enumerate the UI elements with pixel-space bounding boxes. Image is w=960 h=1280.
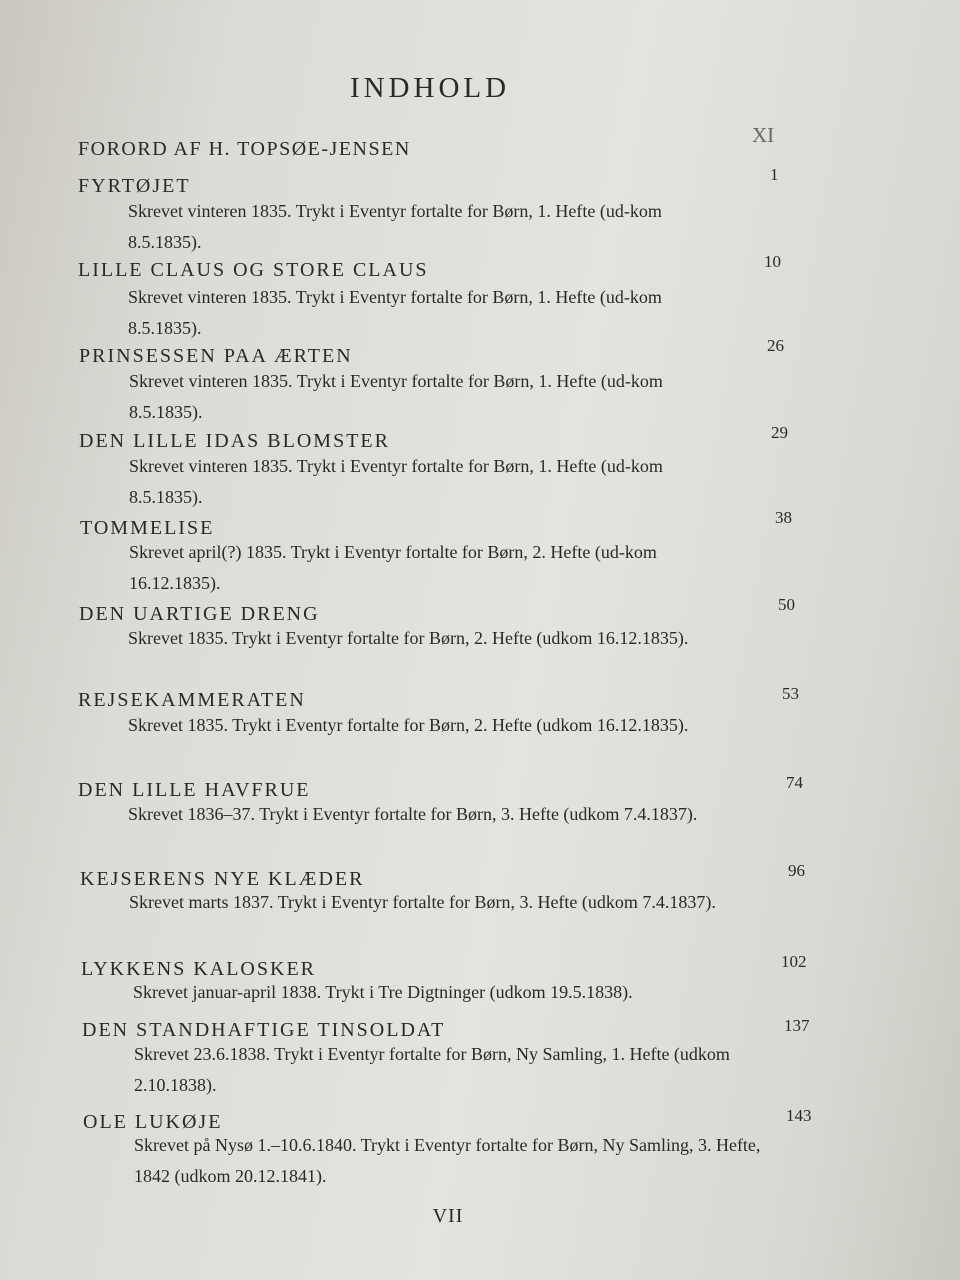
entry-page-number: 74	[786, 773, 803, 792]
entry-title: DEN STANDHAFTIGE TINSOLDAT	[82, 1019, 446, 1041]
entry-page-number: 102	[781, 952, 807, 971]
entry-description: Skrevet på Nysø 1.–10.6.1840. Trykt i Eventyr fortalte for Børn, Ny Samling, 3. Hefte, 1842 (udkom 20.12.1841).	[134, 1135, 761, 1186]
entry-title: TOMMELISE	[80, 517, 215, 539]
entry-title: DEN LILLE HAVFRUE	[78, 779, 311, 801]
page-footer-number: VII	[432, 1205, 464, 1227]
entry-page-number: 53	[782, 684, 799, 703]
entry-page-number: 26	[767, 336, 784, 355]
entry-page-number: 38	[775, 508, 792, 527]
page-heading: INDHOLD	[349, 72, 511, 104]
entry-title: PRINSESSEN PAA ÆRTEN	[79, 345, 353, 367]
entry-description: Skrevet 1835. Trykt i Eventyr fortalte for Børn, 2. Hefte (udkom 16.12.1835).	[128, 715, 689, 735]
entry-description: Skrevet april(?) 1835. Trykt i Eventyr fortalte for Børn, 2. Hefte (ud-kom 16.12.1835).	[129, 542, 657, 593]
entry-page-number: 29	[771, 423, 788, 442]
foreword-page-number: XI	[752, 123, 775, 147]
entry-description: Skrevet vinteren 1835. Trykt i Eventyr fortalte for Børn, 1. Hefte (ud-kom 8.5.1835).	[128, 287, 662, 338]
entry-title: FYRTØJET	[78, 175, 191, 197]
entry-page-number: 1	[770, 165, 779, 184]
entry-page-number: 143	[786, 1106, 812, 1125]
entry-description: Skrevet 23.6.1838. Trykt i Eventyr fortalte for Børn, Ny Samling, 1. Hefte (udkom 2.10.1838).	[134, 1044, 730, 1095]
entry-description: Skrevet 1836–37. Trykt i Eventyr fortalte for Børn, 3. Hefte (udkom 7.4.1837).	[128, 804, 698, 824]
entry-description: Skrevet vinteren 1835. Trykt i Eventyr fortalte for Børn, 1. Hefte (ud-kom 8.5.1835).	[129, 456, 663, 507]
entry-title: OLE LUKØJE	[83, 1111, 223, 1133]
entry-description: Skrevet januar-april 1838. Trykt i Tre Digtninger (udkom 19.5.1838).	[133, 982, 633, 1002]
entry-title: KEJSERENS NYE KLÆDER	[80, 868, 365, 890]
entry-description: Skrevet vinteren 1835. Trykt i Eventyr fortalte for Børn, 1. Hefte (ud-kom 8.5.1835).	[129, 371, 663, 422]
entry-page-number: 96	[788, 861, 805, 880]
entry-title: REJSEKAMMERATEN	[78, 689, 306, 711]
entry-description: Skrevet vinteren 1835. Trykt i Eventyr fortalte for Børn, 1. Hefte (ud-kom 8.5.1835).	[128, 201, 662, 252]
entry-description: Skrevet 1835. Trykt i Eventyr fortalte for Børn, 2. Hefte (udkom 16.12.1835).	[128, 628, 689, 648]
entry-title: DEN LILLE IDAS BLOMSTER	[79, 430, 390, 452]
entry-page-number: 137	[784, 1016, 810, 1035]
entry-title: DEN UARTIGE DRENG	[79, 603, 320, 625]
entry-description: Skrevet marts 1837. Trykt i Eventyr fortalte for Børn, 3. Hefte (udkom 7.4.1837).	[129, 892, 716, 912]
foreword-title: FORORD AF H. TOPSØE-JENSEN	[78, 138, 411, 160]
entry-page-number: 50	[778, 595, 795, 614]
entry-page-number: 10	[764, 252, 781, 271]
entry-title: LYKKENS KALOSKER	[81, 958, 316, 980]
entry-title: LILLE CLAUS OG STORE CLAUS	[78, 259, 429, 281]
